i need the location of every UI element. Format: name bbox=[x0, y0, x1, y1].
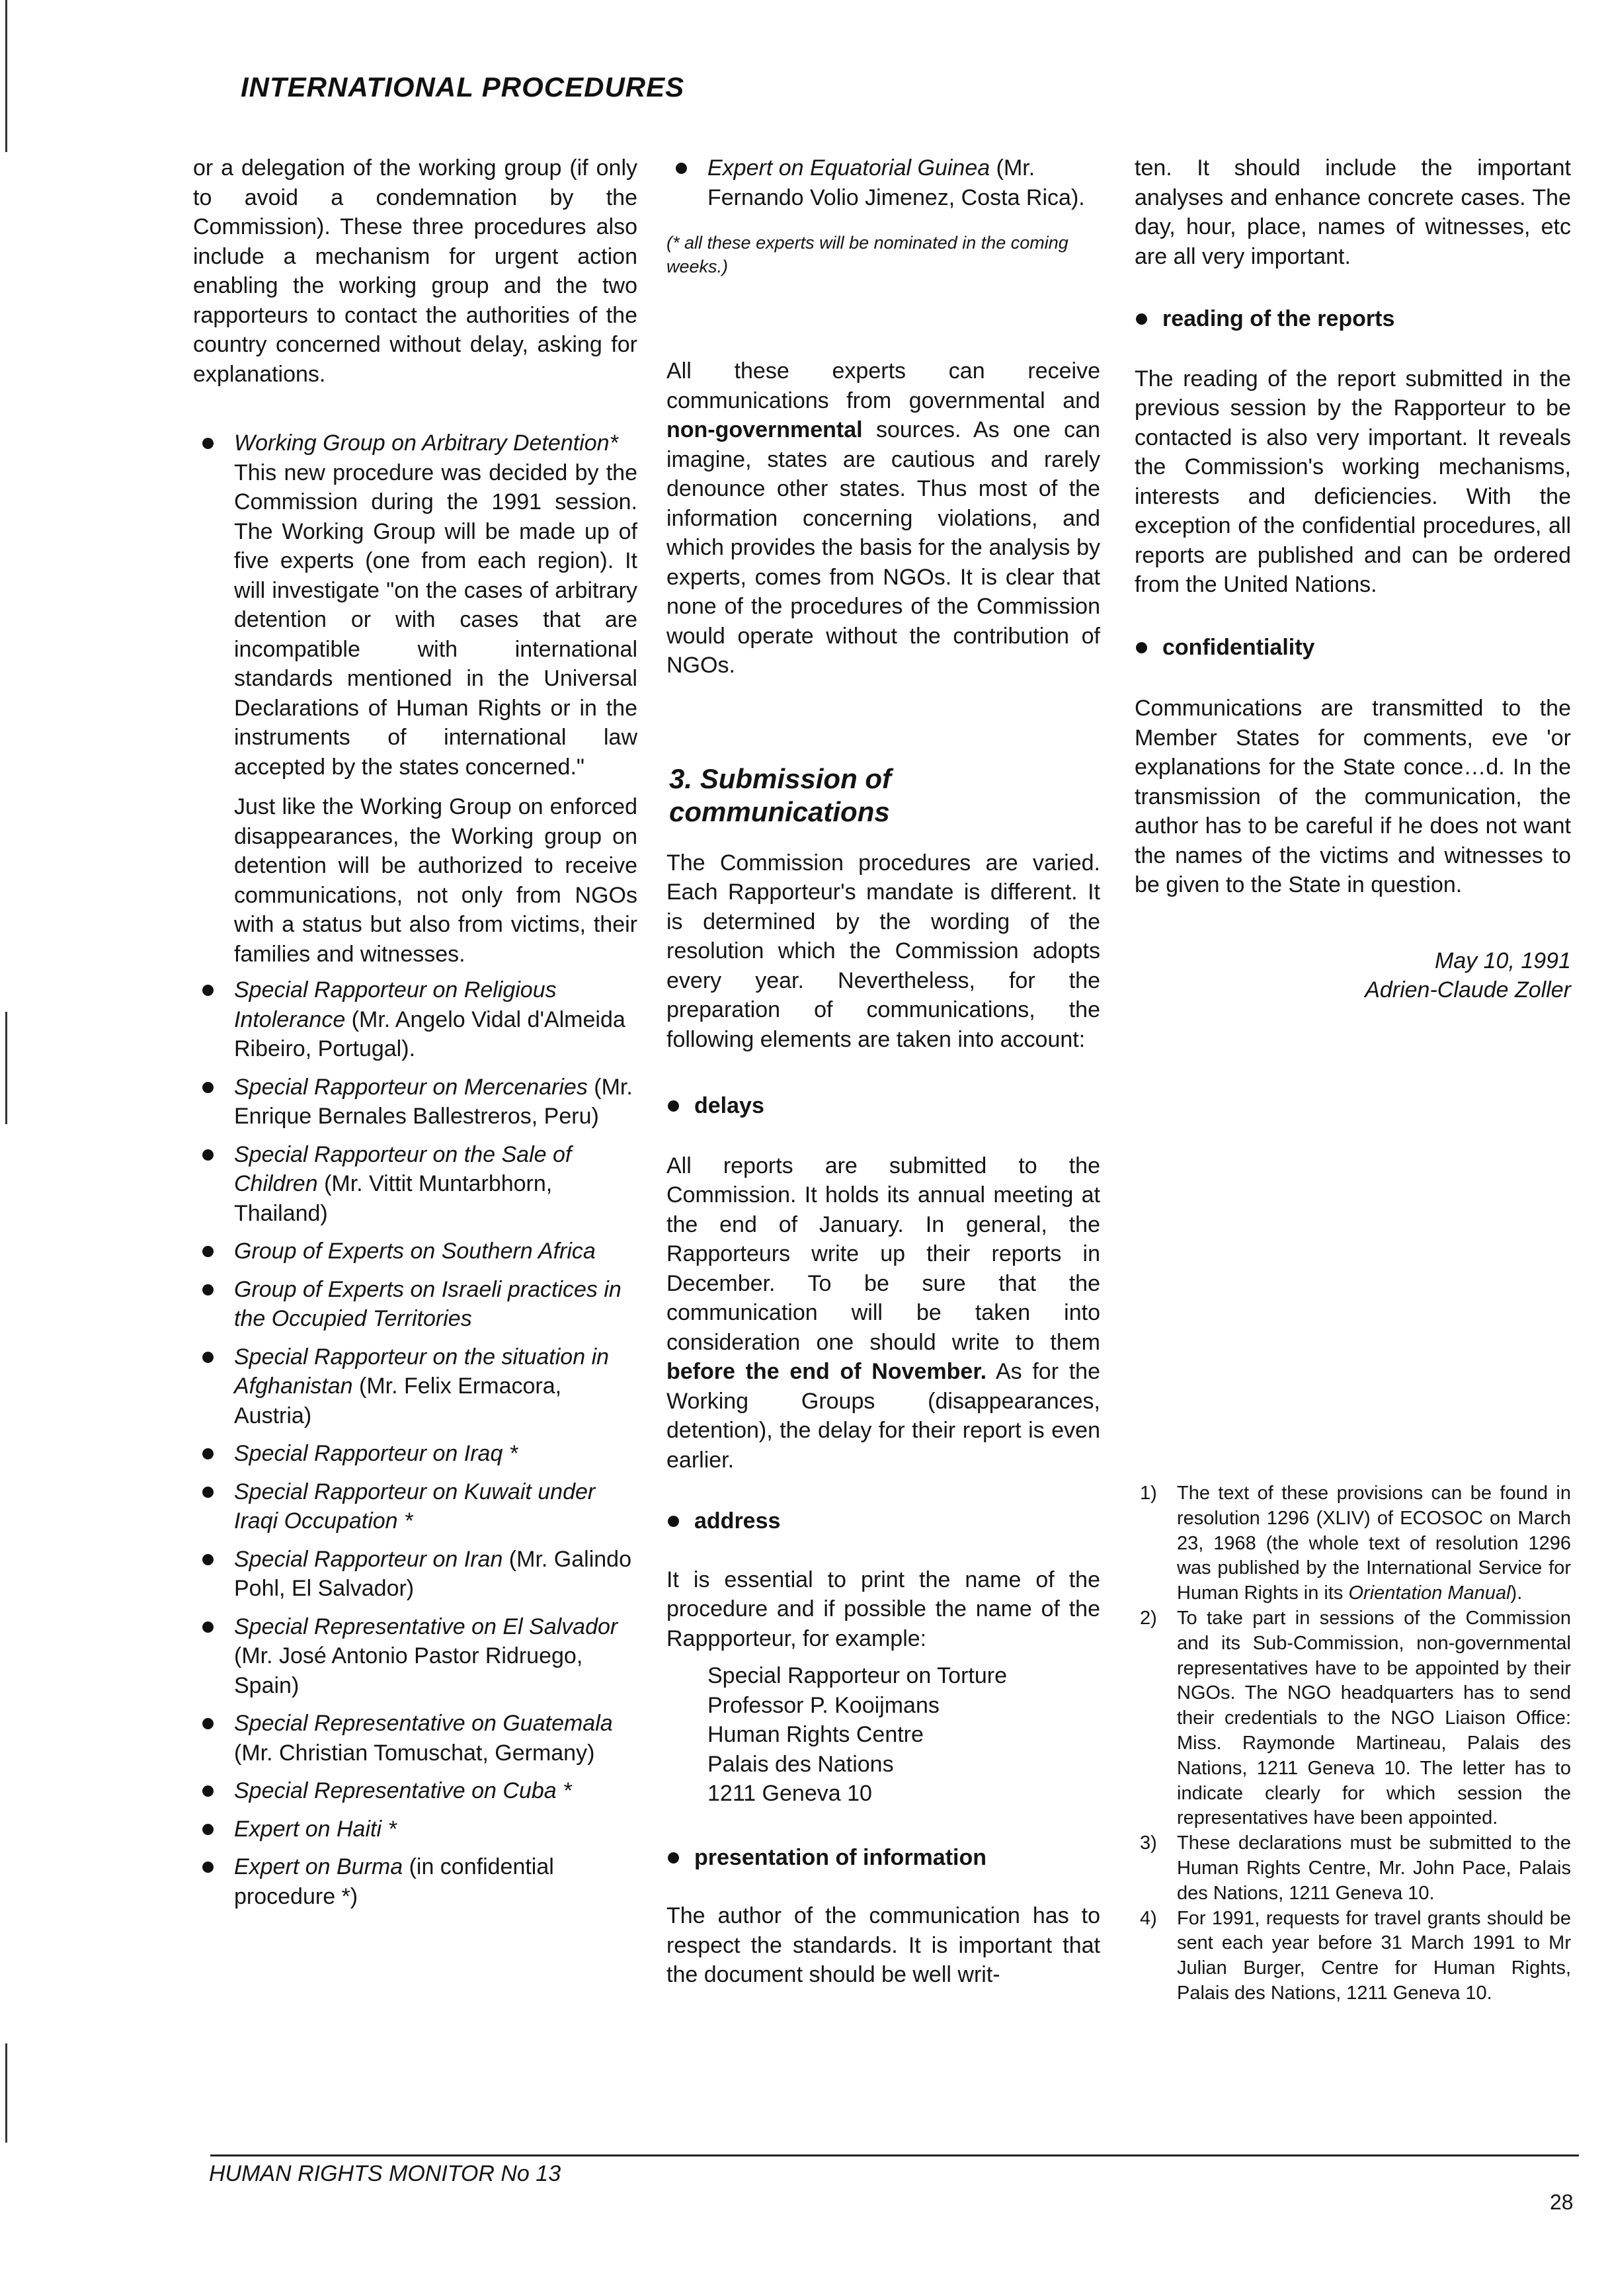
paragraph: Communications are transmitted to the Member States for comments, eve 'or explanations for the State conce…d. In the transmission of the communication, the author has to be careful if he does not want the names of the victims and witnesses to be given to the State in question. bbox=[1135, 696, 1571, 897]
column-middle bbox=[666, 153, 1100, 1990]
footnote bbox=[1135, 1831, 1571, 1906]
publication-footer: HUMAN RIGHTS MONITOR No 13 bbox=[209, 2161, 561, 2186]
list-item bbox=[193, 1439, 637, 1469]
list-item-title: Special Rapporteur on the Sale of Children bbox=[234, 1141, 572, 1196]
paragraph: Just like the Working Group on enforced disappearances, the Working group on detention will be authorized to receive communications, not only from NGOs with a status but also from victims, their families and witnesses. bbox=[234, 794, 637, 967]
list-item bbox=[193, 1275, 637, 1334]
footnote bbox=[1135, 1481, 1571, 1606]
list-item bbox=[193, 1852, 637, 1911]
scan-edge-mark bbox=[5, 2043, 7, 2143]
list-item-detail: (Mr. Fernando Volio Jimenez, Costa Rica). bbox=[707, 155, 1085, 210]
list-item-detail: (Mr. Christian Tomuschat, Germany) bbox=[234, 1740, 595, 1766]
list-item-title: Special Representative on Guatemala bbox=[234, 1711, 613, 1736]
section-header: INTERNATIONAL PROCEDURES bbox=[241, 71, 685, 102]
column-right bbox=[1135, 153, 1571, 1005]
footnote-number: 1) bbox=[1140, 1483, 1157, 1504]
footnotes bbox=[1135, 1481, 1571, 2006]
subheading-confidentiality: confidentiality bbox=[1135, 633, 1571, 663]
text-run-bold: non-governmental bbox=[666, 417, 863, 442]
list-item bbox=[193, 1342, 637, 1431]
text-run-italic: Orientation Manual bbox=[1348, 1582, 1511, 1604]
list-item-detail: (Mr. Felix Ermacora, Austria) bbox=[234, 1374, 562, 1428]
footnote-number: 3) bbox=[1140, 1832, 1157, 1854]
list-item-title: Expert on Equatorial Guinea bbox=[707, 155, 990, 181]
text-run: sources. As one can imagine, states are cautious and rarely denounce other states. Thus most of the information concerning violations, and which provides the basis for the analysis by experts, comes from NGOs. It is clear that none of the procedures of the Commission would operate without the contribution of NGOs. bbox=[666, 417, 1100, 678]
paragraph bbox=[666, 1151, 1100, 1475]
text-run: To take part in sessions of the Commission and its Sub-Commission, non-governmental representatives have to be appointed by their NGOs. The NGO headquarters has to send their credentials to the NGO Liaison Office: Miss. Raymonde Martineau, Palais des Nations, 1211 Geneva 10. The letter has to indicate clearly for which session the representatives have been appointed. bbox=[1177, 1607, 1571, 1829]
footnote bbox=[1135, 1906, 1571, 2006]
list-item bbox=[193, 1612, 637, 1701]
paragraph bbox=[666, 356, 1100, 680]
address-line: Palais des Nations bbox=[707, 1751, 894, 1777]
scan-edge-mark bbox=[5, 1012, 7, 1124]
paragraph: This new procedure was decided by the Commission during the 1991 session. The Working Group will be made up of five experts (one from each region). It will investigate "on the cases of arbitrary detention or with cases that are incompatible with international standards mentioned in the Universal Declarations of Human Rights or in the instruments of international law accepted by the states concerned." bbox=[234, 460, 637, 780]
address-line: Special Rapporteur on Torture bbox=[707, 1663, 1007, 1688]
text-run: ). bbox=[1510, 1582, 1523, 1604]
bullet-working-group-arbitrary-detention: Working Group on Arbitrary Detention* bbox=[193, 429, 637, 458]
experts-note: (* all these experts will be nominated in the coming weeks.) bbox=[666, 233, 1068, 276]
paragraph: The reading of the report submitted in the previous session by the Rapporteur to be contacted is also very important. It reveals the Commission's working mechanisms, interests and deficiencies. With the exception of the confidential procedures, all reports are published and can be ordered from the United Nations. bbox=[1135, 366, 1571, 597]
list-item-detail: (in confidential procedure *) bbox=[234, 1854, 554, 1909]
list-item bbox=[193, 1776, 637, 1806]
subheading-reading: reading of the reports bbox=[1135, 304, 1571, 334]
subheading-delays: delays bbox=[666, 1091, 1100, 1121]
text-run: For 1991, requests for travel grants should be sent each year before 31 March 1991 to Mr Julian Burger, Centre for Human Rights, Palais des Nations, 1211 Geneva 10. bbox=[1177, 1907, 1571, 2004]
list-item-title: Group of Experts on Southern Africa bbox=[234, 1239, 596, 1264]
text-run: All these experts can receive communications from governmental and bbox=[666, 358, 1100, 413]
scan-edge-mark bbox=[5, 0, 7, 152]
section-heading: 3. Submission of communications bbox=[669, 762, 892, 827]
list-item bbox=[666, 153, 1100, 212]
footer-rule bbox=[210, 2154, 1579, 2156]
paragraph: ten. It should include the important analyses and enhance concrete cases. The day, hour, place, names of witnesses, etc are all very important. bbox=[1135, 155, 1571, 269]
address-line: Professor P. Kooijmans bbox=[707, 1692, 940, 1718]
text-run: As for the Working Groups (disappearances, detention), the delay for their report is even earlier. bbox=[666, 1359, 1100, 1473]
footnote-number: 2) bbox=[1140, 1607, 1157, 1629]
signature-date: May 10, 1991 bbox=[1434, 948, 1571, 973]
footnote-number: 4) bbox=[1140, 1907, 1157, 1929]
list-item-detail: (Mr. Galindo Pohl, El Salvador) bbox=[234, 1546, 631, 1601]
list-item-title: Special Rapporteur on the situation in Afghanistan bbox=[234, 1344, 610, 1399]
list-item-detail: (Mr. Angelo Vidal d'Almeida Ribeiro, Portugal). bbox=[234, 1006, 625, 1061]
list-item-title: Special Rapporteur on Kuwait under Iraqi Occupation * bbox=[234, 1479, 596, 1534]
list-item-title: Expert on Haiti * bbox=[234, 1816, 397, 1842]
text-run-bold: before the end of November. bbox=[666, 1359, 987, 1384]
paragraph: The Commission procedures are varied. Each Rapporteur's mandate is different. It is determined by the wording of the resolution which the Commission adopts every year. Nevertheless, for the preparation of communications, the following elements are taken into account: bbox=[666, 850, 1100, 1052]
text-run: All reports are submitted to the Commission. It holds its annual meeting at the end of January. In general, the Rapporteurs write up their reports in December. To be sure that the communication will be taken into consideration one should write to them bbox=[666, 1153, 1100, 1355]
list-item-detail: (Mr. José Antonio Pastor Ridruego, Spain) bbox=[234, 1643, 583, 1698]
list-item-title: Group of Experts on Israeli practices in the Occupied Territories bbox=[234, 1276, 622, 1331]
list-item-title: Special Representative on Cuba * bbox=[234, 1778, 572, 1803]
column-left bbox=[193, 153, 637, 1911]
paragraph: or a delegation of the working group (if only to avoid a condemnation by the Commission). These three procedures also include a mechanism for urgent action enabling the working group and the two rapporteurs to contact the authorities of the country concerned without delay, asking for explanations. bbox=[193, 155, 637, 387]
list-item-title: Special Representative on El Salvador bbox=[234, 1614, 618, 1639]
list-item bbox=[193, 1815, 637, 1844]
list-item-title: Expert on Burma bbox=[234, 1854, 403, 1879]
list-item-detail: (Mr. Vittit Muntarbhorn, Thailand) bbox=[234, 1171, 553, 1226]
list-item-title: Special Rapporteur on Mercenaries bbox=[234, 1074, 588, 1100]
text-run: These declarations must be submitted to the Human Rights Centre, Mr. John Pace, Palais des Nations, 1211 Geneva 10. bbox=[1177, 1832, 1571, 1904]
list-item bbox=[193, 1709, 637, 1768]
paragraph: It is essential to print the name of the procedure and if possible the name of the Rappporteur, for example: bbox=[666, 1567, 1100, 1651]
address-line: Human Rights Centre bbox=[707, 1722, 924, 1747]
list-item bbox=[193, 1237, 637, 1266]
subheading-presentation: presentation of information bbox=[666, 1843, 1100, 1873]
list-item-title: Special Rapporteur on Iran bbox=[234, 1546, 503, 1572]
list-item bbox=[193, 975, 637, 1064]
subheading-address: address bbox=[666, 1506, 1100, 1536]
list-item bbox=[193, 1140, 637, 1229]
list-item-detail: (Mr. Enrique Bernales Ballestreros, Peru) bbox=[234, 1074, 633, 1129]
text-run: The text of these provisions can be found in resolution 1296 (XLIV) of ECOSOC on March 23, 1968 (the whole text of resolution 1296 was published by the International Service for Human Rights in its bbox=[1177, 1483, 1571, 1604]
address-line: 1211 Geneva 10 bbox=[707, 1781, 872, 1806]
list-item-title: Special Rapporteur on Religious Intolerance bbox=[234, 977, 557, 1032]
page-number: 28 bbox=[1550, 2190, 1574, 2214]
signature-author: Adrien-Claude Zoller bbox=[1365, 977, 1571, 1003]
list-item bbox=[193, 1545, 637, 1604]
list-item bbox=[193, 1073, 637, 1131]
list-item bbox=[193, 1477, 637, 1536]
footnote bbox=[1135, 1606, 1571, 1831]
paragraph: The author of the communication has to respect the standards. It is important that the document should be well writ- bbox=[666, 1903, 1100, 1987]
list-item-title: Special Rapporteur on Iraq * bbox=[234, 1441, 518, 1466]
